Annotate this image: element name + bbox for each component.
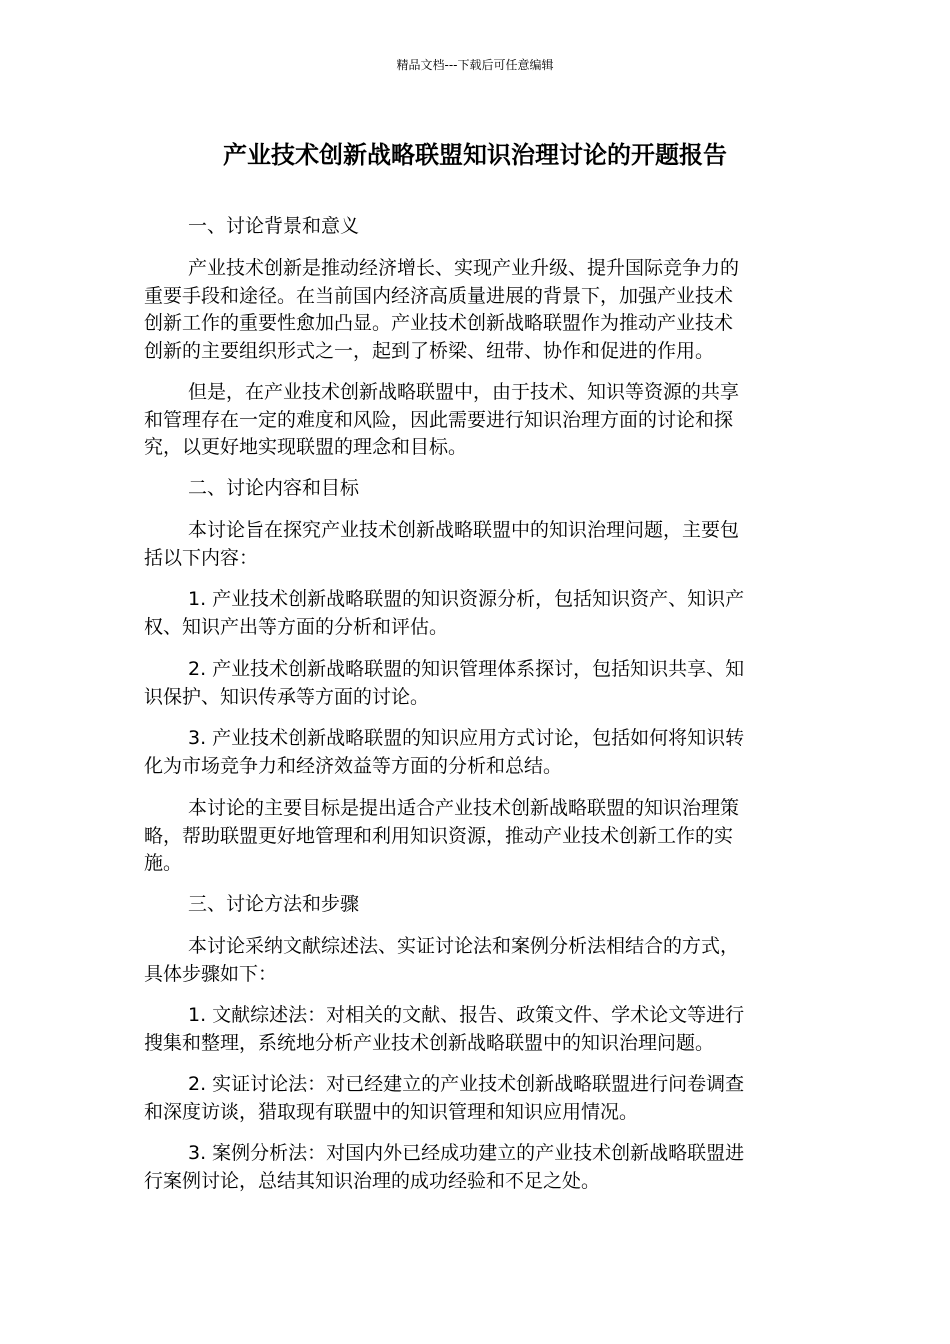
page-header: 精品文档---下载后可任意编辑 [396, 58, 554, 72]
paragraph-line: 施。 [144, 852, 183, 874]
paragraph [144, 475, 800, 503]
paragraph-line: 略，帮助联盟更好地管理和利用知识资源，推动产业技术创新工作的实 [144, 824, 734, 847]
document-title: 产业技术创新战略联盟知识治理讨论的开题报告 [223, 141, 727, 169]
paragraph-line: 1. 产业技术创新战略联盟的知识资源分析，包括知识资产、知识产 [188, 588, 745, 610]
paragraph-line: 搜集和整理，系统地分析产业技术创新战略联盟中的知识治理问题。 [144, 1031, 715, 1054]
paragraph-line: 3. 案例分析法：对国内外已经成功建立的产业技术创新战略联盟进 [188, 1142, 745, 1164]
paragraph-line: 三、讨论方法和步骤 [188, 893, 360, 915]
paragraph-line: 括以下内容： [144, 546, 259, 569]
paragraph-line: 1. 文献综述法：对相关的文献、报告、政策文件、学术论文等进行 [188, 1004, 745, 1026]
paragraph-line: 权、知识产出等方面的分析和评估。 [144, 615, 449, 638]
paragraph-line: 和管理存在一定的难度和风险，因此需要进行知识治理方面的讨论和探 [144, 408, 734, 431]
paragraph [144, 586, 800, 641]
paragraph [144, 517, 800, 572]
paragraph-line: 创新的主要组织形式之一，起到了桥梁、纽带、协作和促进的作用。 [144, 339, 715, 362]
paragraph [144, 255, 800, 365]
paragraph [144, 379, 800, 462]
paragraph-line: 但是，在产业技术创新战略联盟中，由于技术、知识等资源的共享 [188, 381, 740, 403]
paragraph [144, 1140, 800, 1195]
paragraph [144, 1071, 800, 1126]
paragraph-line: 行案例讨论，总结其知识治理的成功经验和不足之处。 [144, 1169, 601, 1192]
paragraph [144, 891, 800, 919]
paragraph-line: 2. 实证讨论法：对已经建立的产业技术创新战略联盟进行问卷调查 [188, 1073, 745, 1095]
paragraph [144, 795, 800, 878]
paragraph [144, 725, 800, 780]
paragraph-line: 本讨论的主要目标是提出适合产业技术创新战略联盟的知识治理策 [188, 797, 740, 819]
paragraph [144, 1002, 800, 1057]
paragraph [144, 933, 800, 988]
paragraph-line: 识保护、知识传承等方面的讨论。 [144, 685, 430, 708]
paragraph-line: 二、讨论内容和目标 [188, 477, 360, 499]
paragraph-line: 一、讨论背景和意义 [188, 215, 360, 237]
paragraph-line: 本讨论采纳文献综述法、实证讨论法和案例分析法相结合的方式， [188, 935, 740, 957]
paragraph-line: 化为市场竞争力和经济效益等方面的分析和总结。 [144, 754, 563, 777]
paragraph-line: 具体步骤如下： [144, 962, 278, 985]
paragraph-line: 产业技术创新是推动经济增长、实现产业升级、提升国际竞争力的 [188, 257, 740, 279]
paragraph-line: 3. 产业技术创新战略联盟的知识应用方式讨论，包括如何将知识转 [188, 727, 745, 749]
paragraph-line: 本讨论旨在探究产业技术创新战略联盟中的知识治理问题，主要包 [188, 519, 740, 541]
paragraph [144, 213, 800, 241]
paragraph-line: 重要手段和途径。在当前国内经济高质量进展的背景下，加强产业技术 [144, 284, 734, 307]
paragraph-line: 创新工作的重要性愈加凸显。产业技术创新战略联盟作为推动产业技术 [144, 312, 734, 334]
paragraph [144, 656, 800, 711]
paragraph-line: 2. 产业技术创新战略联盟的知识管理体系探讨，包括知识共享、知 [188, 658, 745, 680]
paragraph-line: 究，以更好地实现联盟的理念和目标。 [144, 436, 468, 458]
paragraph-line: 和深度访谈，猎取现有联盟中的知识管理和知识应用情况。 [144, 1100, 639, 1123]
